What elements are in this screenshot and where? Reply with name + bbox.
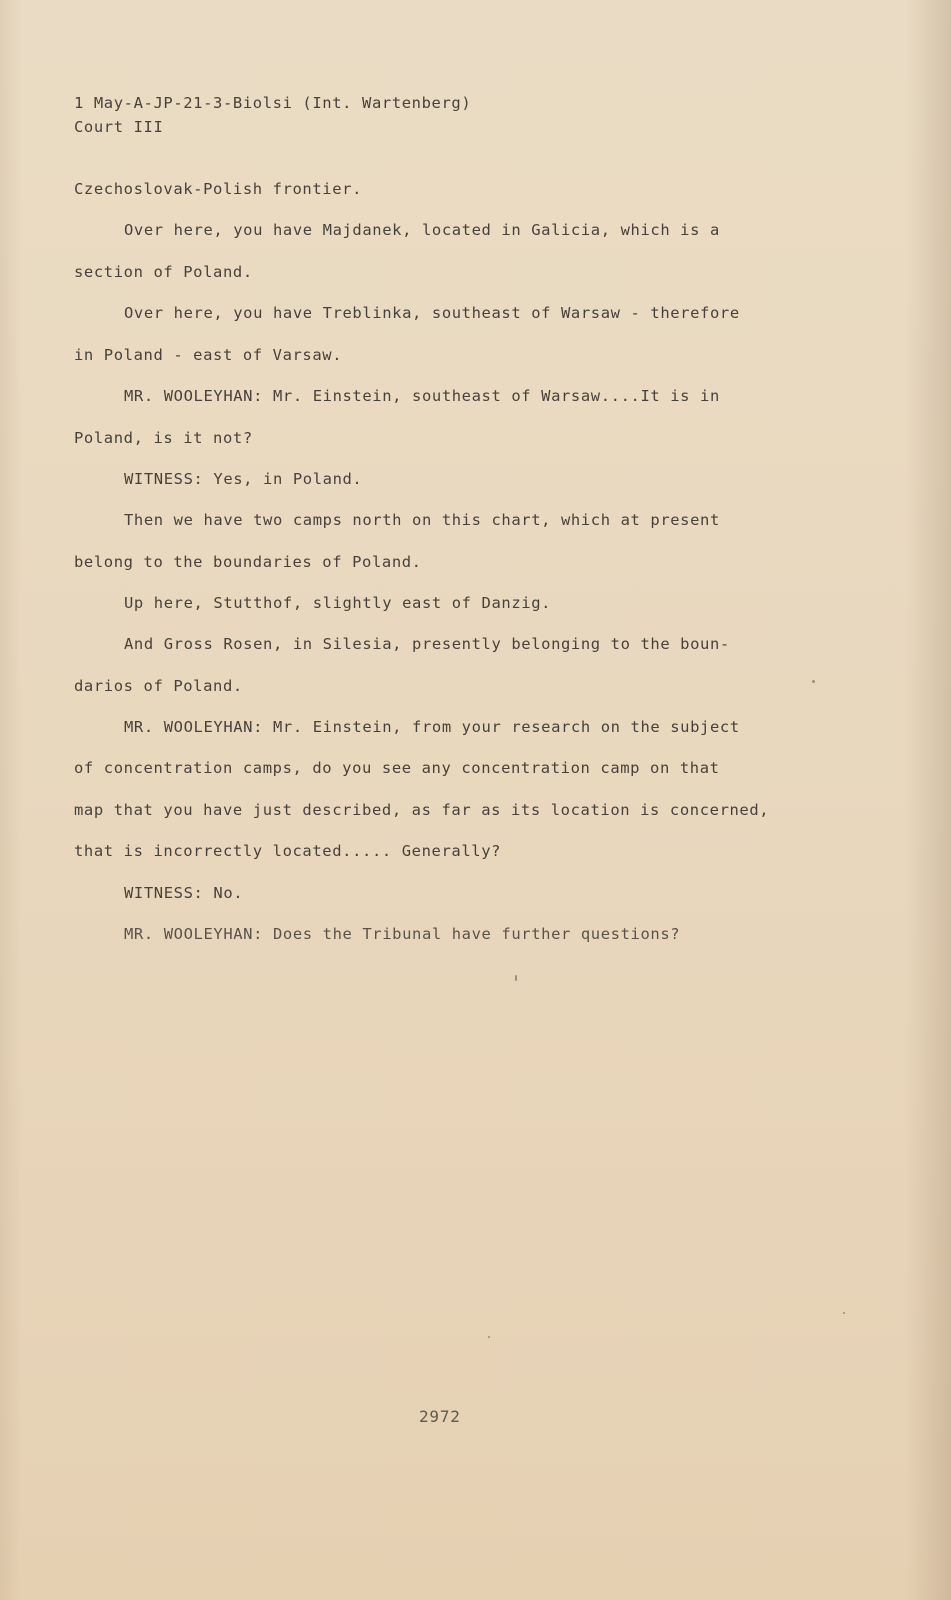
transcript-line: that is incorrectly located..... Generally? xyxy=(74,842,502,860)
transcript-line: MR. WOOLEYHAN: Mr. Einstein, southeast of Warsaw....It is in xyxy=(124,387,720,405)
paper-speck xyxy=(488,1336,490,1338)
transcript-line: MR. WOOLEYHAN: Mr. Einstein, from your research on the subject xyxy=(124,718,740,736)
transcript-line: Czechoslovak-Polish frontier. xyxy=(74,180,363,198)
transcript-line: Then we have two camps north on this chart, which at present xyxy=(124,511,720,529)
transcript-line: belong to the boundaries of Poland. xyxy=(74,553,422,571)
paper-speck xyxy=(515,975,517,981)
transcript-line: And Gross Rosen, in Silesia, presently belonging to the boun- xyxy=(124,635,730,653)
transcript-line: WITNESS: No. xyxy=(124,884,244,902)
header-reference: 1 May-A-JP-21-3-Biolsi (Int. Wartenberg) xyxy=(74,94,472,112)
transcript-line: of concentration camps, do you see any concentration camp on that xyxy=(74,759,720,777)
page-number: 2972 xyxy=(419,1407,461,1426)
transcript-line: Up here, Stutthof, slightly east of Danzig. xyxy=(124,594,552,612)
paper-speck xyxy=(812,680,815,683)
transcript-line: Over here, you have Treblinka, southeast of Warsaw - therefore xyxy=(124,304,740,322)
transcript-line: WITNESS: Yes, in Poland. xyxy=(124,470,363,488)
transcript-line: darios of Poland. xyxy=(74,677,243,695)
header-court: Court III xyxy=(74,118,164,136)
transcript-line: Over here, you have Majdanek, located in Galicia, which is a xyxy=(124,221,720,239)
transcript-line: map that you have just described, as far as its location is concerned, xyxy=(74,801,770,819)
transcript-line: MR. WOOLEYHAN: Does the Tribunal have further questions? xyxy=(124,925,681,943)
transcript-line: in Poland - east of Varsaw. xyxy=(74,346,343,364)
transcript-line: Poland, is it not? xyxy=(74,429,253,447)
transcript-line: section of Poland. xyxy=(74,263,253,281)
paper-speck xyxy=(843,1312,845,1314)
